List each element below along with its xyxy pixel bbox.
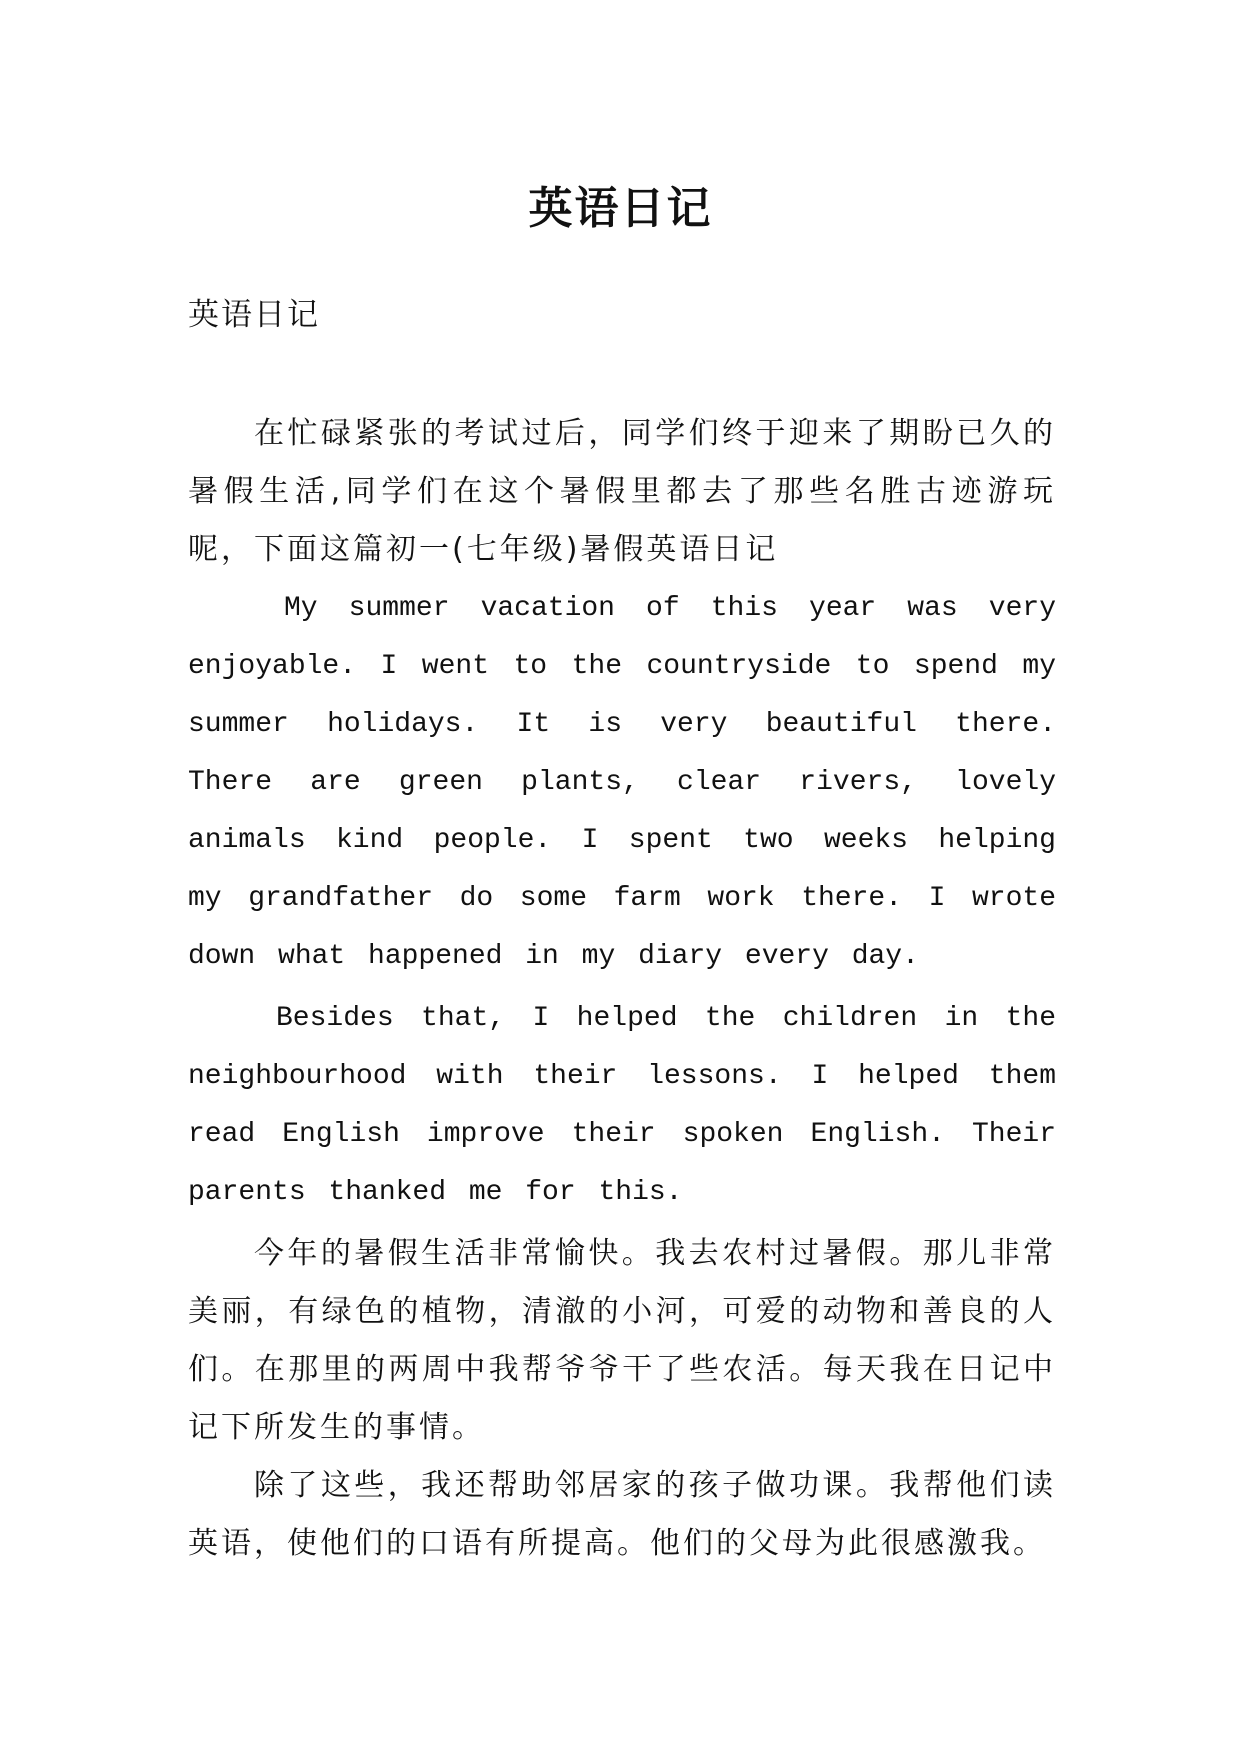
english-paragraph-2: Besides that, I helped the children in the neighbourhood with their lessons. I helped them read English improve their spoken English. Their parents thanked me for this. — [188, 1003, 1056, 1208]
chinese-paragraph-2: 除了这些，我还帮助邻居家的孩子做功课。我帮他们读英语，使他们的口语有所提高。他们的父母为此很感激我。 — [188, 1468, 1056, 1561]
page-title: 英语日记 — [528, 183, 713, 235]
chinese-paragraph-1: 今年的暑假生活非常愉快。我去农村过暑假。那儿非常美丽，有绿色的植物，清澈的小河，可爱的动物和善良的人们。在那里的两周中我帮爷爷干了些农活。每天我在日记中记下所发生的事情。 — [188, 1236, 1056, 1445]
english-paragraph-1: My summer vacation of this year was very enjoyable. I went to the countryside to spend my summer holidays. It is very beautiful there. There are green plants, clear rivers, lovely animals kind people. I spent two weeks helping my grandfather do some farm work there. I wrote down what happened in my diary every day. — [188, 593, 1056, 972]
document-subtitle: 英语日记 — [188, 297, 320, 333]
intro-paragraph: 在忙碌紧张的考试过后，同学们终于迎来了期盼已久的暑假生活,同学们在这个暑假里都去了那些名胜古迹游玩呢，下面这篇初一(七年级)暑假英语日记 — [188, 416, 1056, 567]
